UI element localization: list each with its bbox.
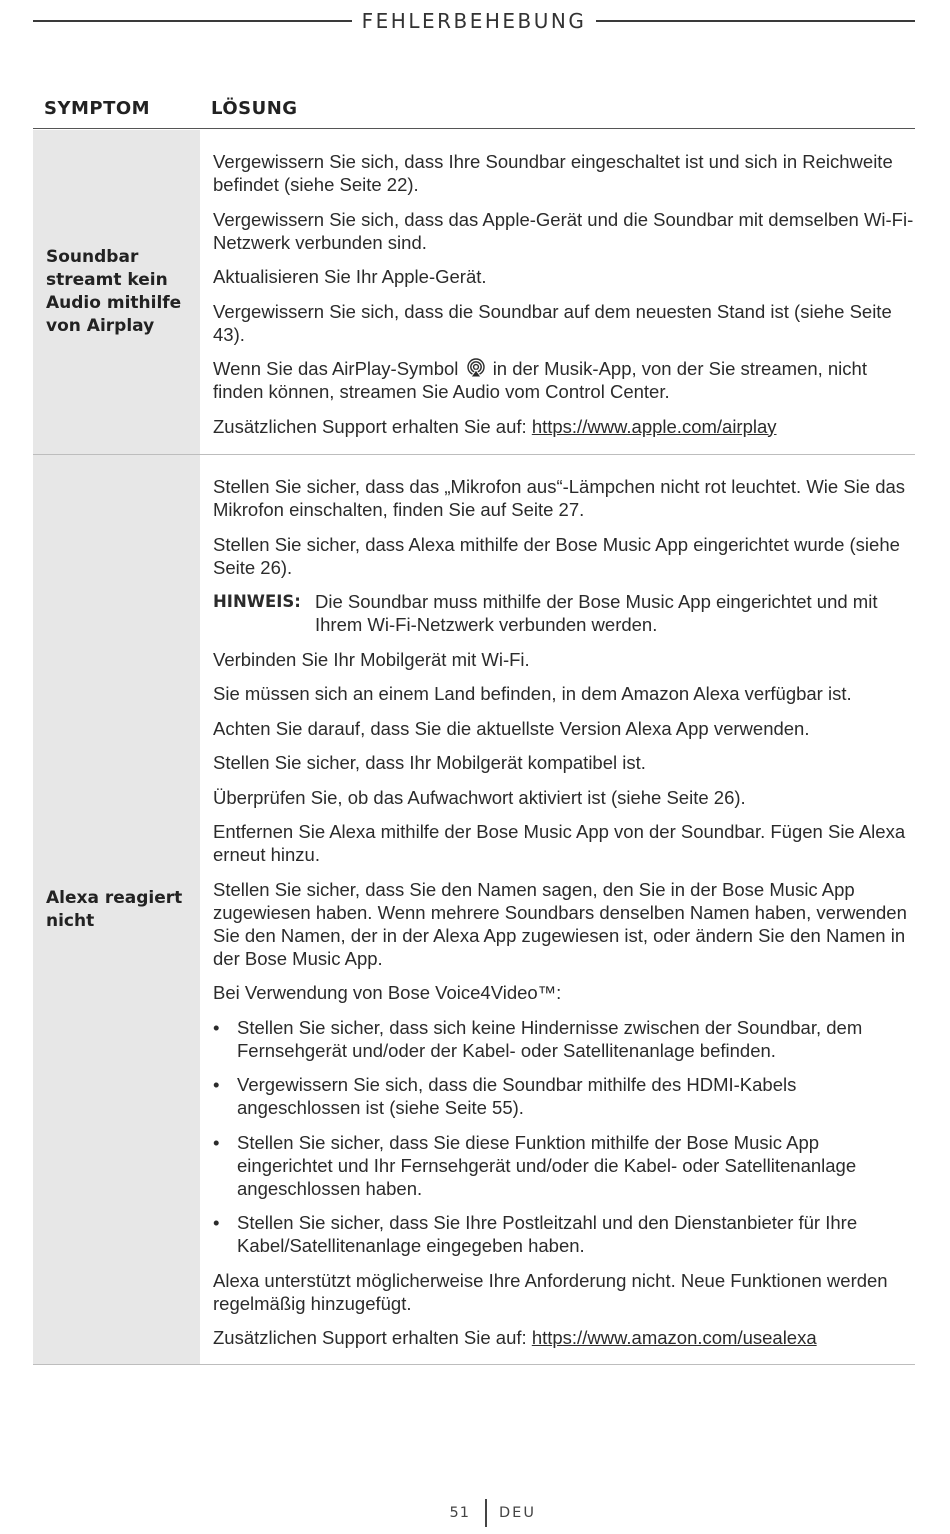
bullet-dot: •	[213, 1016, 220, 1038]
page-number: 51	[449, 1505, 470, 1521]
note-label: HINWEIS:	[213, 592, 301, 611]
table-row	[33, 130, 915, 455]
apple-airplay-link[interactable]: https://www.apple.com/airplay	[531, 415, 777, 437]
bullet-text: Stellen Sie sicher, dass Sie Ihre Postleitzahl und den Dienstanbieter für Ihre Kabel/Satellitenanlage eingegeben haben.	[237, 1212, 858, 1256]
solution-paragraph: Stellen Sie sicher, dass das „Mikrofon aus“-Lämpchen nicht rot leuchtet. Wie Sie das Mikrofon einschalten, finden Sie auf Seite 27.	[213, 476, 906, 520]
solution-paragraph: Bei Verwendung von Bose Voice4Video™:	[213, 982, 562, 1003]
bullet-dot: •	[213, 1131, 220, 1153]
symptom-text: Soundbar streamt kein Audio mithilfe von Airplay	[46, 247, 182, 336]
solution-paragraph: Stellen Sie sicher, dass Alexa mithilfe der Bose Music App eingerichtet wurde (siehe Seite 26).	[213, 533, 900, 578]
solution-paragraph: Stellen Sie sicher, dass Sie den Namen sagen, den Sie in der Bose Music App zugewiesen haben. Wenn mehrere Soundbars denselben Namen haben, verwenden Sie den Namen, der in der Alexa App zugewiesen ist, oder ändern Sie den Namen in der Bose Music App.	[213, 878, 907, 969]
airplay-icon	[466, 358, 486, 378]
airplay-text-before: Wenn Sie das AirPlay-Symbol	[213, 358, 459, 379]
column-header-symptom: SYMPTOM	[44, 98, 151, 119]
bullet-dot: •	[213, 1212, 220, 1233]
solution-cell	[213, 455, 915, 1361]
page-footer	[0, 1499, 950, 1529]
footer-divider	[485, 1499, 487, 1527]
symptom-text: Alexa reagiert nicht	[46, 887, 183, 931]
bullet-text: Vergewissern Sie sich, dass die Soundbar mithilfe des HDMI-Kabels angeschlossen ist (siehe Seite 55).	[237, 1074, 797, 1118]
header-rule-left	[33, 20, 352, 22]
bullet-text: Stellen Sie sicher, dass Sie diese Funktion mithilfe der Bose Music App eingerichtet und Ihr Fernsehgerät und/oder die Kabel- oder Satellitenanlage angeschlossen haben.	[237, 1131, 857, 1199]
bullet-text: Stellen Sie sicher, dass sich keine Hindernisse zwischen der Soundbar, dem Fernsehgerät und/oder der Kabel- oder Satellitenanlage befinden.	[237, 1016, 863, 1061]
page-title: FEHLERBEHEBUNG	[361, 9, 587, 33]
bullet-item	[213, 1073, 915, 1119]
support-paragraph	[213, 1326, 915, 1349]
page-header	[33, 8, 915, 34]
table-header	[33, 96, 915, 129]
header-rule-right	[596, 20, 915, 22]
table-row	[33, 455, 915, 1365]
solution-paragraph: Sie müssen sich an einem Land befinden, in dem Amazon Alexa verfügbar ist.	[213, 683, 852, 704]
solution-paragraph: Stellen Sie sicher, dass Ihr Mobilgerät kompatibel ist.	[213, 752, 646, 773]
support-label: Zusätzlichen Support erhalten Sie auf:	[213, 1327, 532, 1348]
language-code: DEU	[499, 1505, 536, 1521]
solution-paragraph: Verbinden Sie Ihr Mobilgerät mit Wi-Fi.	[213, 648, 530, 670]
note	[213, 590, 915, 636]
bullet-dot: •	[213, 1074, 220, 1095]
support-label: Zusätzlichen Support erhalten Sie auf:	[213, 415, 532, 437]
solution-paragraph: Überprüfen Sie, ob das Aufwachwort aktiviert ist (siehe Seite 26).	[213, 786, 746, 808]
solution-paragraph: Entfernen Sie Alexa mithilfe der Bose Music App von der Soundbar. Fügen Sie Alexa erneut hinzu.	[213, 821, 906, 865]
solution-paragraph: Alexa unterstützt möglicherweise Ihre Anforderung nicht. Neue Funktionen werden regelmäßig hinzugefügt.	[213, 1269, 888, 1314]
amazon-alexa-link[interactable]: https://www.amazon.com/usealexa	[531, 1327, 817, 1348]
airplay-text-after: in der Musik-App, von der Sie streamen, nicht finden können, streamen Sie Audio vom Control Center.	[213, 358, 867, 402]
solution-cell	[213, 130, 915, 449]
symptom-cell	[33, 455, 200, 1364]
solution-paragraph: Vergewissern Sie sich, dass das Apple-Gerät und die Soundbar mit demselben Wi-Fi-Netzwerk verbunden sind.	[213, 208, 914, 253]
bullet-item	[213, 1131, 915, 1200]
symptom-cell	[33, 130, 200, 454]
solution-paragraph: Aktualisieren Sie Ihr Apple-Gerät.	[213, 266, 487, 287]
note-text: Die Soundbar muss mithilfe der Bose Music App eingerichtet und mit Ihrem Wi-Fi-Netzwerk verbunden werden.	[315, 591, 878, 635]
solution-paragraph: Achten Sie darauf, dass Sie die aktuellste Version Alexa App verwenden.	[213, 717, 810, 739]
column-header-solution: LÖSUNG	[211, 98, 298, 119]
solution-paragraph: Vergewissern Sie sich, dass die Soundbar auf dem neuesten Stand ist (siehe Seite 43).	[213, 300, 892, 345]
bullet-item	[213, 1016, 915, 1062]
solution-paragraph-airplay	[213, 357, 915, 403]
support-paragraph	[213, 415, 915, 438]
solution-paragraph: Vergewissern Sie sich, dass Ihre Soundbar eingeschaltet ist und sich in Reichweite befindet (siehe Seite 22).	[213, 151, 893, 195]
bullet-item	[213, 1211, 915, 1257]
